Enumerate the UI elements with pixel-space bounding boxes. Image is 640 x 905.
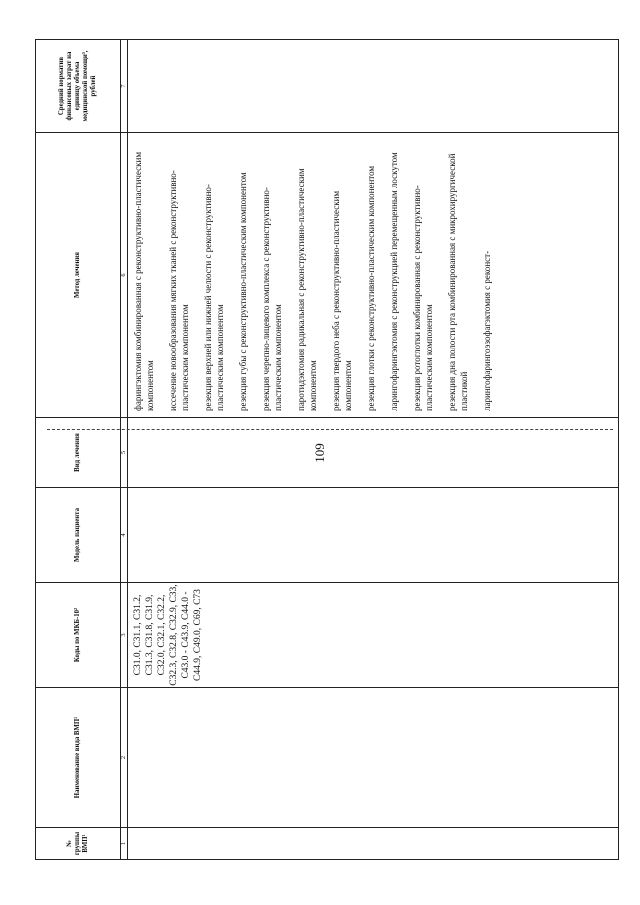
- page-number: 109: [312, 443, 327, 463]
- cost-standard-cell: [128, 40, 619, 133]
- method-item: ларингофарингэктомия с реконструкцией перемещенным лоскутом: [389, 152, 399, 411]
- method-item: резекция черепно-лицевого комплекса с реконструктивно-пластическим компонентом: [261, 187, 283, 411]
- method-item: резекция глотки с реконструктивно-пластическим компонентом: [366, 165, 376, 411]
- patient-model-cell: [128, 488, 619, 583]
- scan-fold-line: [47, 429, 613, 430]
- column-number: 4: [121, 488, 128, 583]
- header-vmp-name: Наименование вида ВМП¹: [36, 688, 121, 828]
- column-number: 7: [121, 40, 128, 133]
- header-treatment-type: Вид лечения: [36, 418, 121, 488]
- header-group-number: № группы ВМП¹: [36, 828, 121, 860]
- method-item: резекция ротоглотки комбинированная с реконструктивно-пластическим компонентом: [412, 185, 434, 411]
- method-item: фарингэктомия комбинированная с реконструктивно-пластическим компонентом: [133, 151, 155, 411]
- table-row: [128, 40, 619, 860]
- method-item: резекция дна полости рта комбинированная с микрохирургической пластикой: [447, 153, 469, 411]
- treatment-table: [35, 39, 619, 860]
- treatment-type-cell: [128, 418, 619, 488]
- header-treatment-method: Метод лечения: [36, 133, 121, 418]
- column-number-row: [121, 40, 128, 860]
- header-row: [36, 40, 121, 860]
- column-number: 1: [121, 828, 128, 860]
- method-item: резекция верхней или нижней челюсти с реконструктивно-пластическим компонентом: [203, 184, 225, 411]
- method-item: паротидэктомия радикальная с реконструктивно-пластическим компонентом: [296, 168, 318, 411]
- method-item: резекция губы с реконструктивно-пластическим компонентом: [238, 172, 248, 411]
- column-number: 6: [121, 133, 128, 418]
- header-patient-model: Модель пациента: [36, 488, 121, 583]
- method-item: резекция твердого неба с реконструктивно-пластическим компонентом: [331, 190, 353, 411]
- group-number-cell: [128, 828, 619, 860]
- method-item: ларингофарингоэзофагэктомия с реконст-: [482, 250, 492, 411]
- column-number: 5: [121, 418, 128, 488]
- header-cost-standard: Средний норматив финансовых затрат на единицу объема медицинской помощи³, рублей: [36, 40, 121, 133]
- rotated-table-area: [35, 40, 615, 860]
- vmp-name-cell: [128, 688, 619, 828]
- method-item: иссечение новообразования мягких тканей с реконструктивно-пластическим компонентом: [168, 170, 190, 411]
- treatment-method-cell: [128, 133, 619, 418]
- mkb-codes-cell: C31.0, C31.1, C31.2, C31.3, C31.8, C31.9, C32.0, C32.1, C32.2, C32.3, C32.8, C32.9, C33, C43.0 - C43.9, C44.0 - C44.9, C49.0, C69, C73: [128, 583, 619, 688]
- header-mkb-codes: Коды по МКБ-10²: [36, 583, 121, 688]
- column-number: 3: [121, 583, 128, 688]
- column-number: 2: [121, 688, 128, 828]
